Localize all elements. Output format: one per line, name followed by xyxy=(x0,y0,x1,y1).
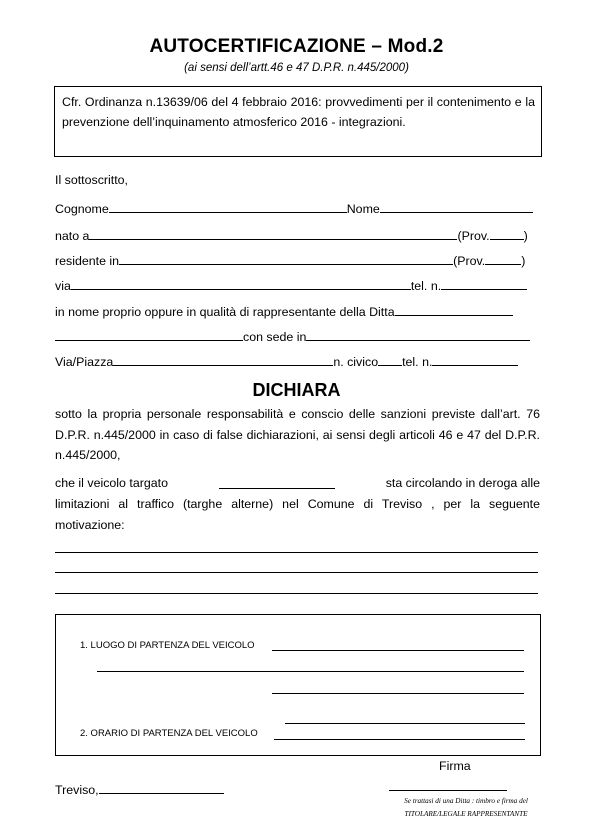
prov-field-1[interactable] xyxy=(490,228,524,240)
motivation-line-2[interactable] xyxy=(55,572,538,573)
nato-label: nato a xyxy=(55,229,90,243)
nome-field[interactable] xyxy=(380,201,533,213)
birthplace-row xyxy=(55,228,540,243)
sede-field[interactable] xyxy=(306,329,530,341)
cognome-field[interactable] xyxy=(109,201,347,213)
civico-field[interactable] xyxy=(378,354,402,366)
departure-place-label: 1. LUOGO DI PARTENZA DEL VEICOLO xyxy=(80,640,255,651)
nome-label: Nome xyxy=(346,202,380,216)
company-note xyxy=(391,795,541,821)
company-note-line-2: TITOLARE/LEGALE RAPPRESENTANTE xyxy=(404,810,528,818)
address-row xyxy=(55,278,540,293)
vehicle-post-text: sta circolando in deroga alle xyxy=(385,476,540,490)
intro-text: Il sottoscritto, xyxy=(55,173,128,187)
motivation-line-1[interactable] xyxy=(55,552,538,553)
sede-label: con sede in xyxy=(243,330,307,344)
via-field[interactable] xyxy=(71,278,411,290)
departure-time-line-2[interactable] xyxy=(274,739,525,740)
dichiara-heading: DICHIARA xyxy=(252,380,341,400)
ordinance-text: Cfr. Ordinanza n.13639/06 del 4 febbraio 2016: provvedimenti per il contenimento e la prevenzione dell’inquinamento atmosferico 2016 - integrazioni. xyxy=(62,95,535,129)
via-label: via xyxy=(55,279,71,293)
departure-place-line-3[interactable] xyxy=(272,693,524,694)
firma-label: Firma xyxy=(439,759,471,773)
company-note-line-1: Se trattasi di una Ditta : timbro e firma del xyxy=(404,797,528,805)
ditta-field[interactable] xyxy=(395,304,513,316)
departure-place-line-1[interactable] xyxy=(272,650,524,651)
company-address-row xyxy=(55,354,540,369)
tel-field-1[interactable] xyxy=(441,278,527,290)
departure-time-label: 2. ORARIO DI PARTENZA DEL VEICOLO xyxy=(80,728,258,739)
targa-field[interactable] xyxy=(219,477,335,489)
residente-label: residente in xyxy=(55,254,120,268)
date-field[interactable] xyxy=(99,782,224,794)
motivation-line-3[interactable] xyxy=(55,593,538,594)
viapiazza-label: Via/Piazza xyxy=(55,355,114,369)
document-subtitle: (ai sensi dell’artt.46 e 47 D.P.R. n.445/2000) xyxy=(184,62,409,74)
document-title: AUTOCERTIFICAZIONE – Mod.2 xyxy=(149,36,444,57)
prov-close-2: ) xyxy=(521,254,526,268)
ordinance-box xyxy=(54,86,542,157)
residence-row xyxy=(55,253,540,268)
prov-field-2[interactable] xyxy=(485,253,521,265)
dichiara-paragraph: sotto la propria personale responsabilità e conscio delle sanzioni previste dall’art. 76 D.P.R. n.445/2000 in caso di false dichiarazioni, ai sensi degli articoli 46 e 47 del D.P.R. n.445/2000, xyxy=(55,407,540,462)
vehicle-row xyxy=(55,476,540,490)
civico-label: n. civico xyxy=(333,355,379,369)
ditta-name-field[interactable] xyxy=(55,329,243,341)
name-row xyxy=(55,201,540,216)
viapiazza-field[interactable] xyxy=(113,354,333,366)
cognome-label: Cognome xyxy=(55,202,109,216)
signature-line[interactable] xyxy=(389,790,507,791)
tel-field-2[interactable] xyxy=(432,354,518,366)
nato-field[interactable] xyxy=(89,228,457,240)
vehicle-rest-text: limitazioni al traffico (targhe alterne) nel Comune di Treviso , per la seguente motivazione: xyxy=(55,497,540,532)
representative-row xyxy=(55,304,540,319)
rappresentante-text: in nome proprio oppure in qualità di rappresentante della Ditta xyxy=(55,305,395,319)
vehicle-pre-text: che il veicolo targato xyxy=(55,476,168,490)
prov-label-1: (Prov. xyxy=(457,229,490,243)
prov-close-1: ) xyxy=(523,229,528,243)
departure-time-line-1[interactable] xyxy=(285,723,525,724)
tel-label-2: tel. n. xyxy=(402,355,433,369)
prov-label-2: (Prov. xyxy=(453,254,486,268)
tel-label-1: tel. n. xyxy=(410,279,442,293)
residente-field[interactable] xyxy=(119,253,453,265)
headquarters-row xyxy=(55,329,540,344)
departure-place-line-2[interactable] xyxy=(97,671,524,672)
treviso-label: Treviso, xyxy=(55,783,99,797)
place-date-row xyxy=(55,782,224,797)
